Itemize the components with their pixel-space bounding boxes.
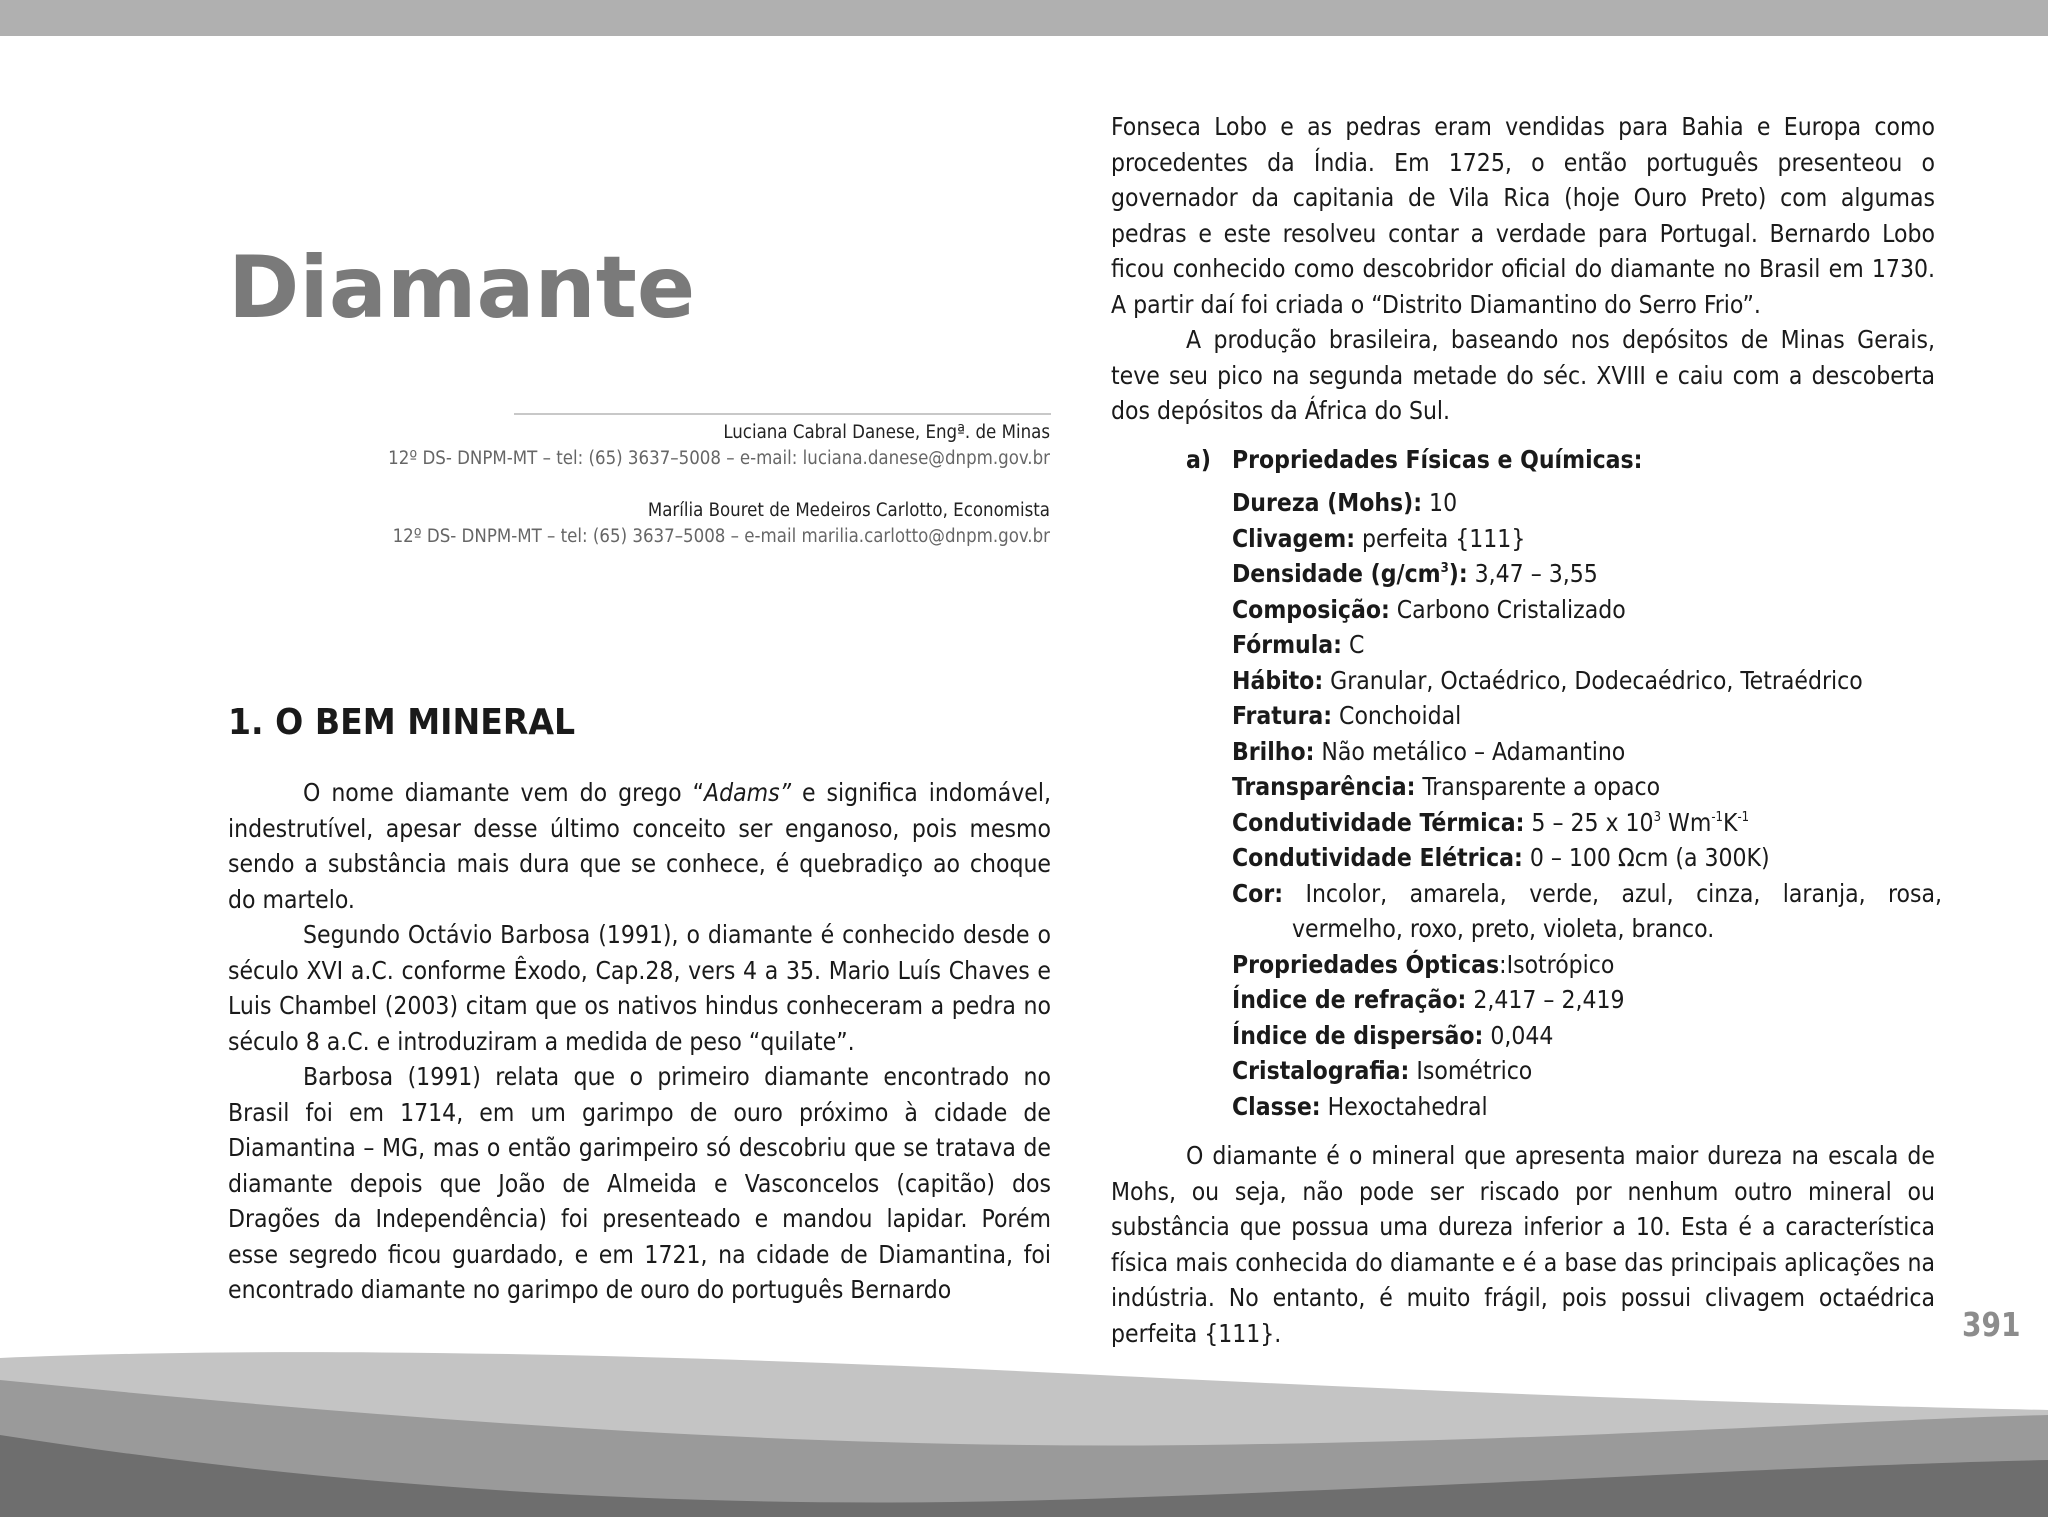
right-column-bottom (1111, 1138, 1935, 1351)
page-title: Diamante (228, 238, 696, 338)
paragraph: Segundo Octávio Barbosa (1991), o diamante é conhecido desde o século XVI a.C. conforme Êxodo, Cap.28, vers 4 a 35. Mario Luís Chaves e Luis Chambel (2003) citam que os nativos hindus conheceram a pedra no século 8 a.C. e introduziram a medida de peso “quilate”. (228, 920, 1051, 1056)
author-name: Marília Bouret de Medeiros Carlotto, Economista (647, 500, 1050, 521)
paragraph: Fonseca Lobo e as pedras eram vendidas para Bahia e Europa como procedentes da Índia. Em 1725, o então português presenteou o governador da capitania de Vila Rica (hoje Ouro Preto) com algumas pedras e este resolveu contar a verdade para Portugal. Bernardo Lobo ficou conhecido como descobridor oficial do diamante no Brasil em 1730. A partir daí foi criada o “Distrito Diamantino do Serro Frio”. (1111, 112, 1935, 319)
emphasis: Adams” (704, 778, 791, 807)
author-contact: 12º DS- DNPM-MT – tel: (65) 3637–5008 – e-mail marilia.carlotto@dnpm.gov.br (392, 526, 1050, 547)
section-heading: 1. O BEM MINERAL (228, 702, 576, 743)
property-opticas: Propriedades Ópticas:Isotrópico (1232, 949, 1615, 979)
top-bar (0, 0, 2048, 36)
property-dureza: Dureza (Mohs): 10 (1232, 488, 1458, 517)
page-number: 391 (1962, 1305, 2021, 1344)
list-marker: a) (1186, 445, 1211, 474)
property-transparencia: Transparência: Transparente a opaco (1232, 772, 1661, 801)
property-cor: Cor: Incolor, amarela, verde, azul, cinza, laranja, rosa, vermelho, roxo, preto, violeta, branco. (1232, 878, 1942, 943)
properties-list (1232, 485, 1942, 1124)
right-column-top (1111, 109, 1935, 429)
property-densidade: Densidade $(g/cm^3)$: 3,47 – 3,55 (1232, 559, 1598, 588)
author-block-2 (330, 498, 1050, 550)
paragraph: O diamante é o mineral que apresenta maior dureza na escala de Mohs, ou seja, não pode ser riscado por nenhum outro mineral ou substância que possua uma dureza inferior a 10. Esta é a característica física mais conhecida do diamante e é a base das principais aplicações na indústria. No entanto, é muito frágil, pois possui clivagem octaédrica perfeita {111}. (1111, 1141, 1935, 1348)
footer-waves (0, 1340, 2048, 1517)
author-name: Luciana Cabral Danese, Engª. de Minas (723, 422, 1050, 443)
property-condutividade-termica: Condutividade Térmica: 5 – 25 x $10^3$ $Wm^{-1}K^{-1}$ (1232, 807, 1750, 837)
author-contact: 12º DS- DNPM-MT – tel: (65) 3637–5008 – e-mail: luciana.danese@dnpm.gov.br (388, 448, 1050, 469)
paragraph: A produção brasileira, baseando nos depósitos de Minas Gerais, teve seu pico na segunda metade do séc. XVIII e caiu com a descoberta dos depósitos da África do Sul. (1111, 325, 1935, 425)
property-formula: Fórmula: C (1232, 630, 1365, 659)
property-habito: Hábito: Granular, Octaédrico, Dodecaédrico, Tetraédrico (1232, 665, 1863, 695)
property-refracao: Índice de refração: 2,417 – 2,419 (1232, 985, 1625, 1014)
paragraph: O nome diamante vem do grego “Adams” e significa indomável, indestrutível, apesar desse último conceito ser enganoso, pois mesmo sendo a substância mais dura que se conhece, é quebradiço ao choque do martelo. (228, 778, 1051, 914)
author-block-1 (330, 420, 1050, 472)
property-condutividade-eletrica: Condutividade Elétrica: 0 – 100 Ωcm (a 300K) (1232, 843, 1770, 872)
title-divider (514, 413, 1051, 415)
property-composicao: Composição: Carbono Cristalizado (1232, 594, 1626, 624)
property-brilho: Brilho: Não metálico – Adamantino (1232, 736, 1626, 766)
property-cristalografia: Cristalografia: Isométrico (1232, 1056, 1533, 1085)
properties-heading (1186, 442, 1643, 478)
paragraph: Barbosa (1991) relata que o primeiro diamante encontrado no Brasil foi em 1714, em um garimpo de ouro próximo à cidade de Diamantina – MG, mas o então garimpeiro só descobriu que se tratava de diamante depois que João de Almeida e Vasconcelos (capitão) dos Dragões da Independência) foi presenteado e mandou lapidar. Porém esse segredo ficou guardado, e em 1721, na cidade de Diamantina, foi encontrado diamante no garimpo de ouro do português Bernardo (228, 1062, 1051, 1304)
property-fratura: Fratura: Conchoidal (1232, 701, 1462, 730)
left-column (228, 775, 1051, 1308)
properties-heading-text: Propriedades Físicas e Químicas: (1232, 445, 1643, 474)
property-clivagem: Clivagem: perfeita {111} (1232, 523, 1526, 553)
property-dispersao: Índice de dispersão: 0,044 (1232, 1020, 1554, 1050)
property-classe: Classe: Hexoctahedral (1232, 1091, 1488, 1121)
